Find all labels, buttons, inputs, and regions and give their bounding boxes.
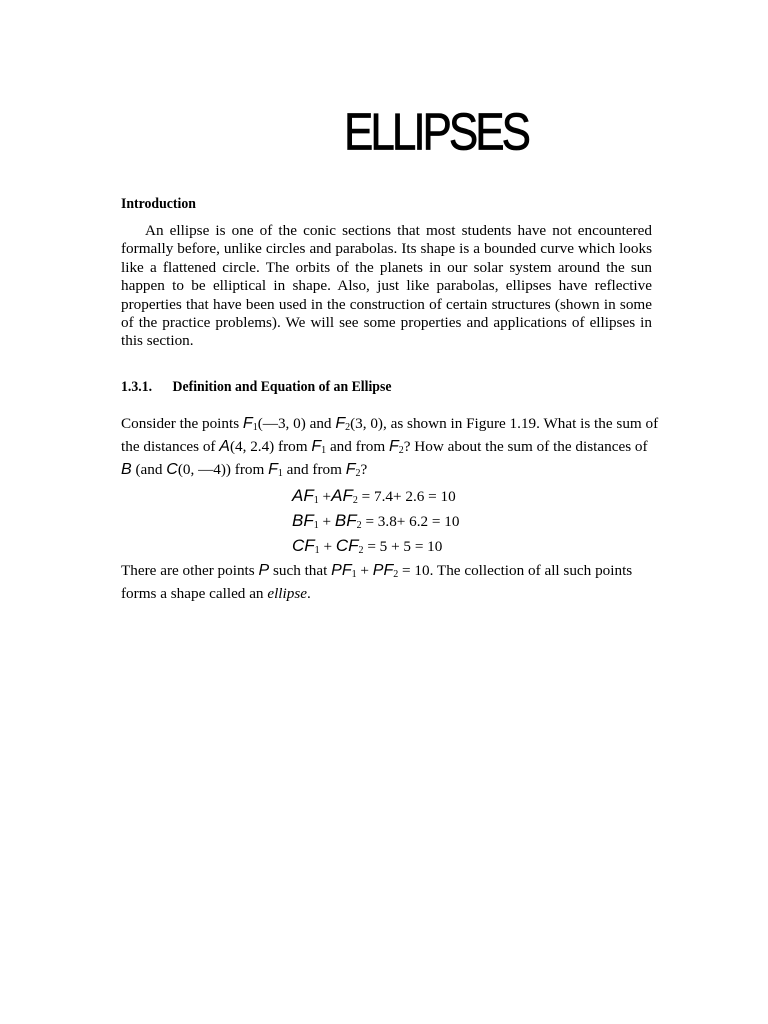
consider-paragraph <box>121 414 661 483</box>
text-run: (and <box>131 461 167 478</box>
text-run: and from <box>326 438 389 455</box>
subscript: 2 <box>358 545 364 556</box>
text-run: (0, —4)) from <box>177 461 269 478</box>
point-symbol: P <box>258 562 270 579</box>
equation-term: PF <box>331 562 352 579</box>
introduction-paragraph: An ellipse is one of the conic sections that most students have not encountered formally before, unlike circles and parabolas. Its shape is a bounded curve which looks like a flattened circle. The orbits of the planets in our solar system around the sun happen to be elliptical in shape. Also, just like parabolas, ellipses have reflective properties that have been used in the construction of certain structures (shown in some of the practice problems). We will see some properties and applications of ellipses in this section. <box>121 222 652 350</box>
point-symbol: C <box>166 461 178 478</box>
text-run: and from <box>282 461 346 478</box>
closing-paragraph <box>121 561 661 603</box>
text-run: ? <box>360 461 368 478</box>
section-title: Definition and Equation of an Ellipse <box>172 379 392 395</box>
subscript: 1 <box>252 422 258 433</box>
equation-term: PF <box>372 562 394 579</box>
focus-symbol: F <box>335 415 346 432</box>
page-title: ELLIPSES <box>344 103 528 162</box>
focus-symbol: F <box>345 461 356 478</box>
text-run: There are other points <box>121 562 259 579</box>
equations-block <box>292 486 459 561</box>
equation-term: AF <box>331 486 353 505</box>
subscript: 2 <box>355 468 361 479</box>
text-run: ? How about the sum of the distances of <box>403 438 648 455</box>
subscript: 1 <box>313 520 319 531</box>
equation-term: AF <box>292 486 314 505</box>
subscript: 1 <box>351 569 357 580</box>
text-run: such that <box>269 562 332 579</box>
ellipse-term: ellipse <box>267 585 307 602</box>
equation-term: CF <box>335 536 359 555</box>
focus-symbol: F <box>311 438 322 455</box>
section-number: 1.3.1. <box>121 379 153 395</box>
subscript: 2 <box>352 495 358 506</box>
equation-operator: + <box>318 513 335 530</box>
subscript: 1 <box>314 545 320 556</box>
equation-operator: + <box>319 538 336 555</box>
equation-operator: + <box>318 488 332 505</box>
subscript: 1 <box>313 495 319 506</box>
text-run: (4, 2.4) from <box>229 438 312 455</box>
text-run: = 10. The collection of all such points forms a shape called an <box>121 562 633 602</box>
equation-term: BF <box>334 511 357 530</box>
subscript: 2 <box>398 445 404 456</box>
focus-symbol: F <box>242 415 253 432</box>
equation-result: = 3.8+ 6.2 = 10 <box>361 513 460 530</box>
point-symbol: A <box>219 438 230 455</box>
subscript: 1 <box>321 445 327 456</box>
text-run: (—3, 0) and <box>257 415 336 432</box>
text-run: + <box>356 562 373 579</box>
equation-term: BF <box>292 511 314 530</box>
equation-result: = 5 + 5 = 10 <box>363 538 443 555</box>
equation-term: CF <box>292 536 315 555</box>
focus-symbol: F <box>268 461 278 478</box>
equation-cf <box>292 536 459 561</box>
equation-bf <box>292 511 459 536</box>
subscript: 2 <box>356 520 362 531</box>
subscript: 2 <box>393 569 399 580</box>
equation-result: = 7.4+ 2.6 = 10 <box>357 488 456 505</box>
subscript: 1 <box>277 468 283 479</box>
text-run: (3, 0), as shown in Figure 1.19. What is the sum of the distances of <box>121 415 659 455</box>
subscript: 2 <box>345 422 351 433</box>
equation-af <box>292 486 459 511</box>
text-run: . <box>306 585 311 602</box>
text-run: Consider the points <box>121 415 243 432</box>
section-heading <box>121 379 391 396</box>
point-symbol: B <box>121 461 132 478</box>
introduction-heading: Introduction <box>121 196 196 212</box>
focus-symbol: F <box>388 438 399 455</box>
